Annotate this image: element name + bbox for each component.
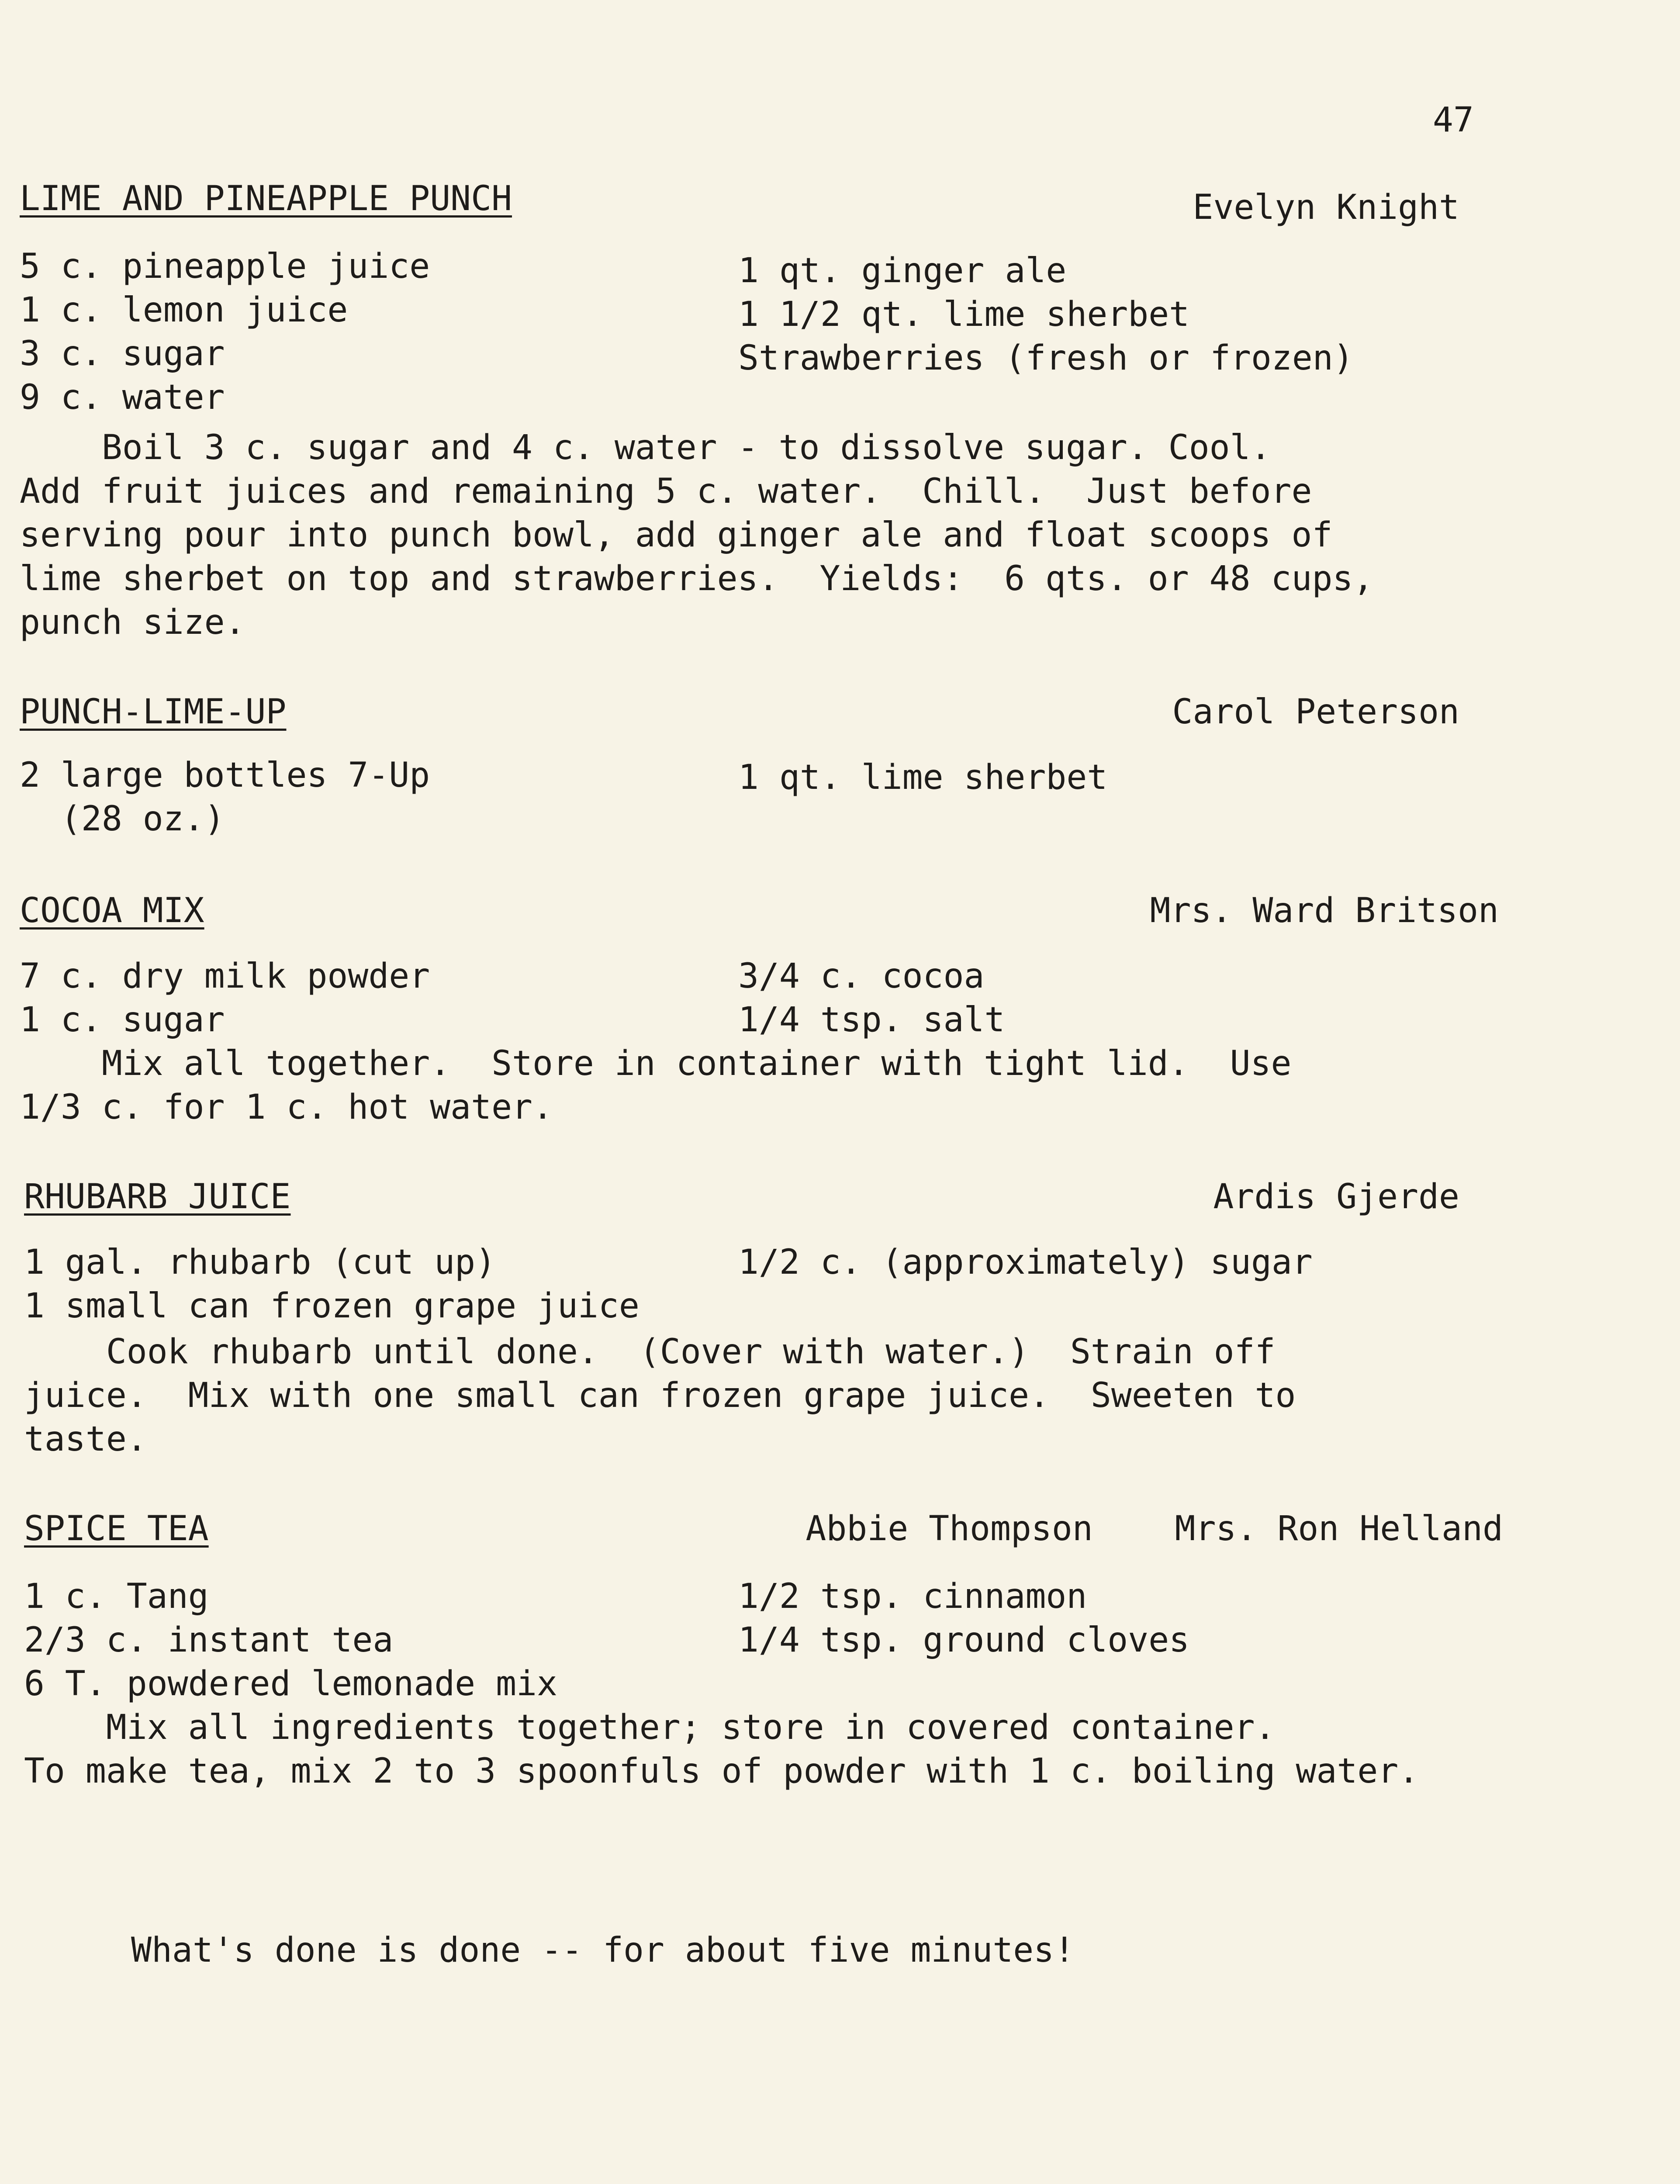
ingredient: 2 large bottles 7-Up xyxy=(20,756,430,795)
recipe-title: COCOA MIX xyxy=(20,891,204,930)
ingredient: 3/4 c. cocoa xyxy=(738,957,985,996)
direction-line: serving pour into punch bowl, add ginger ale and float scoops of xyxy=(20,515,1333,555)
ingredient: 1 c. Tang xyxy=(24,1577,209,1616)
ingredient: Strawberries (fresh or frozen) xyxy=(738,339,1354,378)
footer-quote: What's done is done -- for about five minutes! xyxy=(131,1931,1075,1970)
direction-line: Mix all together. Store in container with tight lid. Use xyxy=(20,1044,1292,1083)
recipe-author: Mrs. Ward Britson xyxy=(1150,891,1499,930)
recipe-author: Carol Peterson xyxy=(1172,692,1459,732)
ingredient: 1 qt. ginger ale xyxy=(738,251,1067,290)
ingredient: 2/3 c. instant tea xyxy=(24,1621,394,1660)
direction-line: lime sherbet on top and strawberries. Yields: 6 qts. or 48 cups, xyxy=(20,559,1374,598)
ingredient: 1 c. sugar xyxy=(20,1000,225,1040)
recipe-title: PUNCH-LIME-UP xyxy=(20,692,287,732)
ingredient: (28 oz.) xyxy=(20,799,225,839)
ingredient: 1 qt. lime sherbet xyxy=(738,758,1108,797)
ingredient: 1 c. lemon juice xyxy=(20,290,348,330)
direction-line: taste. xyxy=(24,1420,147,1459)
direction-line: Cook rhubarb until done. (Cover with water.) Strain off xyxy=(24,1332,1276,1372)
recipe-author: Ardis Gjerde xyxy=(1213,1177,1459,1216)
ingredient: 1 gal. rhubarb (cut up) xyxy=(24,1243,496,1282)
ingredient: 9 c. water xyxy=(20,378,225,417)
direction-line: Boil 3 c. sugar and 4 c. water - to dissolve sugar. Cool. xyxy=(20,428,1271,467)
direction-line: Add fruit juices and remaining 5 c. water. Chill. Just before xyxy=(20,472,1312,511)
ingredient: 1 1/2 qt. lime sherbet xyxy=(738,295,1190,334)
recipe-title: RHUBARB JUICE xyxy=(24,1177,291,1216)
recipe-title: LIME AND PINEAPPLE PUNCH xyxy=(20,179,512,218)
ingredient: 6 T. powdered lemonade mix xyxy=(24,1664,557,1704)
ingredient: 1/2 tsp. cinnamon xyxy=(738,1577,1087,1616)
ingredient: 5 c. pineapple juice xyxy=(20,247,430,286)
ingredient: 7 c. dry milk powder xyxy=(20,957,430,996)
direction-line: To make tea, mix 2 to 3 spoonfuls of powder with 1 c. boiling water. xyxy=(24,1752,1419,1791)
direction-line: juice. Mix with one small can frozen grape juice. Sweeten to xyxy=(24,1376,1296,1415)
recipe-author: Abbie Thompson Mrs. Ron Helland xyxy=(805,1509,1503,1548)
direction-line: Mix all ingredients together; store in covered container. xyxy=(24,1708,1276,1747)
direction-line: punch size. xyxy=(20,603,245,642)
ingredient: 1/4 tsp. ground cloves xyxy=(738,1621,1190,1660)
ingredient: 1/2 c. (approximately) sugar xyxy=(738,1243,1313,1282)
page-number: 47 xyxy=(1433,100,1474,140)
ingredient: 1/4 tsp. salt xyxy=(738,1000,1005,1040)
ingredient: 3 c. sugar xyxy=(20,334,225,373)
ingredient: 1 small can frozen grape juice xyxy=(24,1286,640,1326)
direction-line: 1/3 c. for 1 c. hot water. xyxy=(20,1088,553,1127)
recipe-title: SPICE TEA xyxy=(24,1509,209,1548)
recipe-author: Evelyn Knight xyxy=(1193,188,1459,227)
